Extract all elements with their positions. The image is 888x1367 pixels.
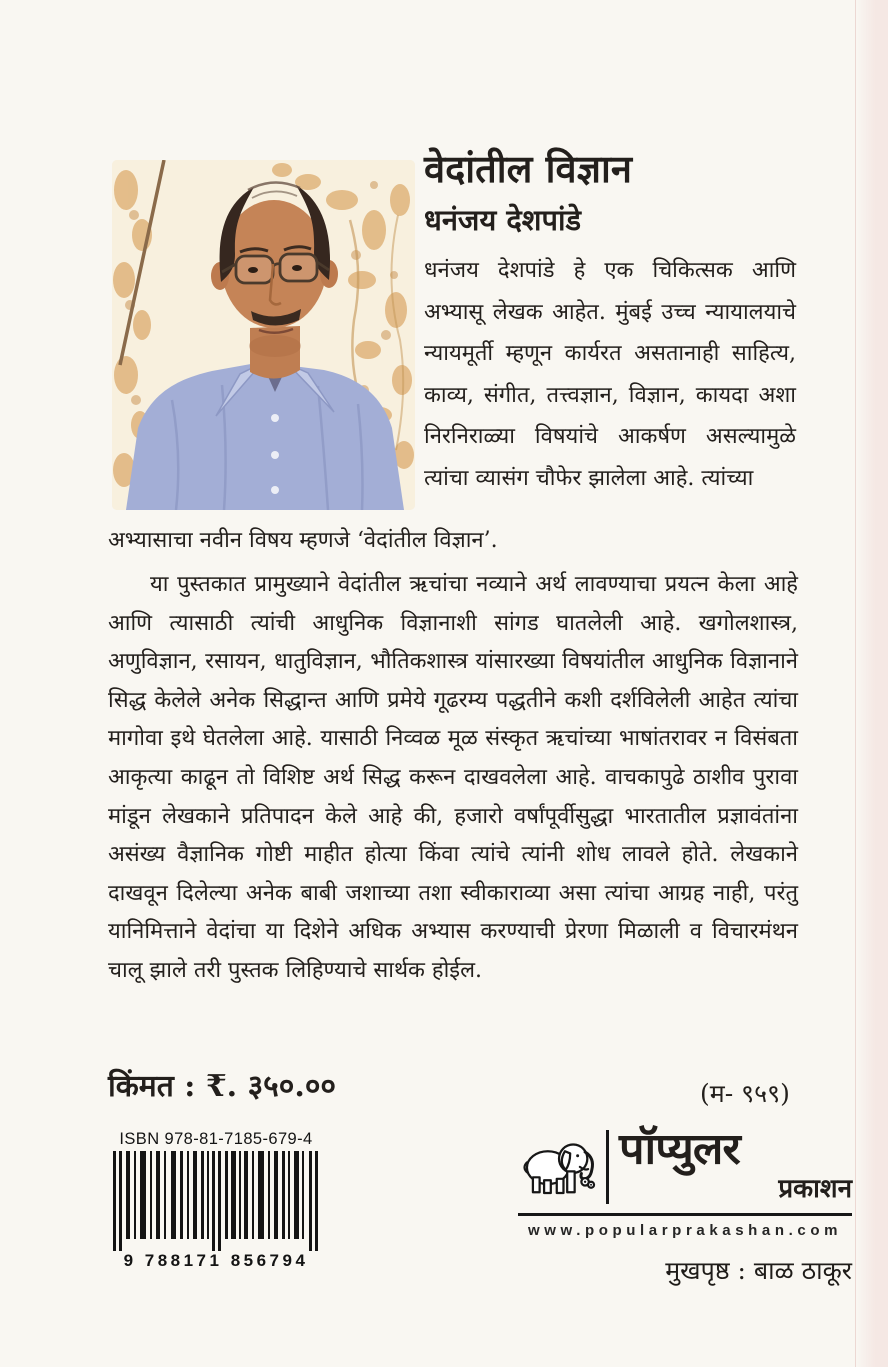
isbn-barcode-block xyxy=(112,1130,320,1271)
publisher-name-sub: प्रकाशन xyxy=(778,1174,852,1204)
book-author: धनंजय देशपांडे xyxy=(424,203,581,237)
elephant-logo-icon xyxy=(518,1128,600,1208)
barcode-digits: 9 788171 856794 xyxy=(123,1251,309,1270)
publisher-website: www.popularprakashan.com xyxy=(527,1222,843,1239)
barcode-icon xyxy=(113,1151,319,1251)
logo-divider xyxy=(606,1130,609,1204)
book-blurb: या पुस्तकात प्रामुख्याने वेदांतील ऋचांचा नव्याने अर्थ लावण्याचा प्रयत्न केला आहे आणि त्यासाठी त्यांची आधुनिक विज्ञानाशी सांगड घातलेली आहे. खगोलशास्त्र, अणुविज्ञान, रसायन, धातुविज्ञान, भौतिकशास्त्र यांसारख्या विषयांतील आधुनिक विज्ञानाने सिद्ध केलेले अनेक सिद्धान्त आणि प्रमेये गूढरम्य पद्धतीने कशी दर्शविलेली आहेत त्यांचा मागोवा इथे घेतलेला आहे. यासाठी निव्वळ मूळ संस्कृत ऋचांच्या भाषांतरावर न विसंबता आकृत्या काढून तो विशिष्ट अर्थ सिद्ध करून दाखवलेला आहे. वाचकापुढे ठाशीव पुरावा मांडून लेखकाने प्रतिपादन केले आहे की, हजारो वर्षांपूर्वीसुद्धा भारतातील प्रज्ञावंतांना असंख्य वैज्ञानिक गोष्टी माहीत होत्या किंवा त्यांचे त्यांनी शोध लावले होते. लेखकाने दाखवून दिलेल्या अनेक बाबी जशाच्या तशा स्वीकाराव्या असा त्यांचा आग्रह नाही, परंतु यानिमित्ताने वेदांचा या दिशेने अधिक अभ्यास करण्याची प्रेरणा मिळाली व विचारमंथन चालू झाले तरी पुस्तक लिहिण्याचे सार्थक होईल. xyxy=(108,572,798,983)
book-title: वेदांतील विज्ञान xyxy=(424,146,632,191)
cover-credit: मुखपृष्ठ : बाळ ठाकूर xyxy=(665,1256,852,1285)
price-label: किंमत : ₹. ३५०.०० xyxy=(108,1069,337,1104)
publisher-block xyxy=(518,1123,852,1287)
isbn-label: ISBN 978-81-7185-679-4 xyxy=(119,1130,313,1148)
author-photo-illustration xyxy=(112,160,415,510)
author-photo xyxy=(112,160,415,510)
about-author-continuation: अभ्यासाचा नवीन विषय म्हणजे ‘वेदांतील विज्ञान’. xyxy=(108,528,498,553)
edition-code: (म- ९५९) xyxy=(700,1079,790,1108)
about-author-text: धनंजय देशपांडे हे एक चिकित्सक आणि अभ्यासू लेखक आहेत. मुंबई उच्च न्यायालयाचे न्यायमूर्ती म्हणून कार्यरत असतानाही साहित्य, काव्य, संगीत, तत्त्वज्ञान, विज्ञान, कायदा अशा निरनिराळ्या विषयांचे आकर्षण असल्यामुळे त्यांचा व्यासंग चौफेर झालेला आहे. त्यांच्या xyxy=(424,258,796,491)
logo-rule xyxy=(518,1213,852,1216)
publisher-name: पॉप्युलर xyxy=(619,1123,740,1175)
